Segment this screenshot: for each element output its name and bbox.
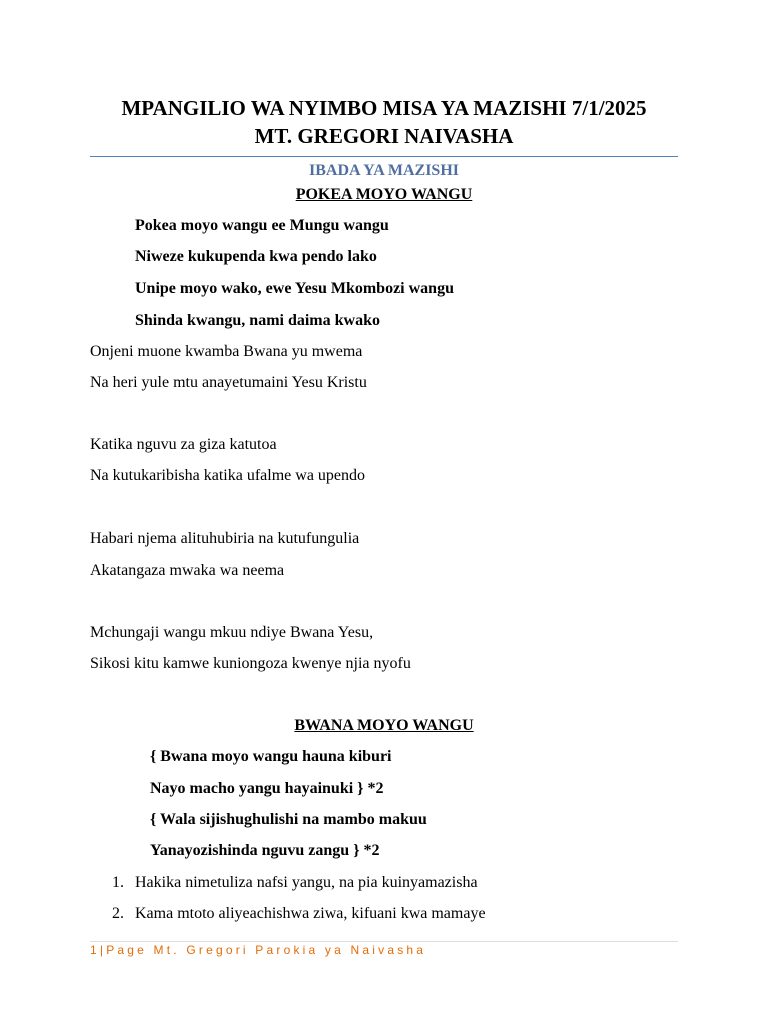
- song1-chorus-line: Niweze kukupenda kwa pendo lako: [135, 248, 377, 265]
- song1-verse-line: Katika nguvu za giza katutoa: [90, 436, 277, 453]
- title-line-2: MT. GREGORI NAIVASHA: [254, 124, 514, 148]
- song1-verse-line: Onjeni muone kwamba Bwana yu mwema: [90, 343, 363, 360]
- song2-chorus-line: { Wala sijishughulishi na mambo makuu: [150, 811, 427, 828]
- song1-verse-line: Habari njema alituhubiria na kutufungulia: [90, 530, 360, 547]
- song1-title: POKEA MOYO WANGU: [295, 186, 473, 203]
- title-divider: [90, 156, 678, 157]
- footer-divider: [90, 941, 678, 942]
- song2-verse-text: Kama mtoto aliyeachishwa ziwa, kifuani kwa mamaye: [135, 905, 486, 922]
- song2-verse-number: 2.: [112, 905, 124, 922]
- document-title: [90, 94, 678, 150]
- song1-verse-line: Na kutukaribisha katika ufalme wa upendo: [90, 467, 366, 484]
- song2-chorus-line: Yanayozishinda nguvu zangu } *2: [150, 842, 380, 859]
- song2-verse-text: Hakika nimetuliza nafsi yangu, na pia kuinyamazisha: [135, 874, 478, 891]
- song1-verse-line: Na heri yule mtu anayetumaini Yesu Kristu: [90, 374, 367, 391]
- song1-verse-line: Akatangaza mwaka wa neema: [90, 562, 285, 579]
- section-heading: IBADA YA MAZISHI: [309, 162, 459, 179]
- title-line-1: MPANGILIO WA NYIMBO MISA YA MAZISHI 7/1/2025: [121, 96, 647, 120]
- song1-verse-line: Mchungaji wangu mkuu ndiye Bwana Yesu,: [90, 624, 374, 641]
- song1-chorus-line: Shinda kwangu, nami daima kwako: [135, 312, 380, 329]
- song1-chorus-line: Unipe moyo wako, ewe Yesu Mkombozi wangu: [135, 280, 454, 297]
- song1-verse-line: Sikosi kitu kamwe kuniongoza kwenye njia nyofu: [90, 655, 411, 672]
- song2-chorus-line: { Bwana moyo wangu hauna kiburi: [150, 748, 392, 765]
- page-footer: 1|Page Mt. Gregori Parokia ya Naivasha: [90, 943, 427, 957]
- song2-chorus-line: Nayo macho yangu hayainuki } *2: [150, 780, 384, 797]
- song2-title: BWANA MOYO WANGU: [294, 717, 474, 734]
- song2-verse-number: 1.: [112, 874, 124, 891]
- song1-chorus-line: Pokea moyo wangu ee Mungu wangu: [135, 217, 389, 234]
